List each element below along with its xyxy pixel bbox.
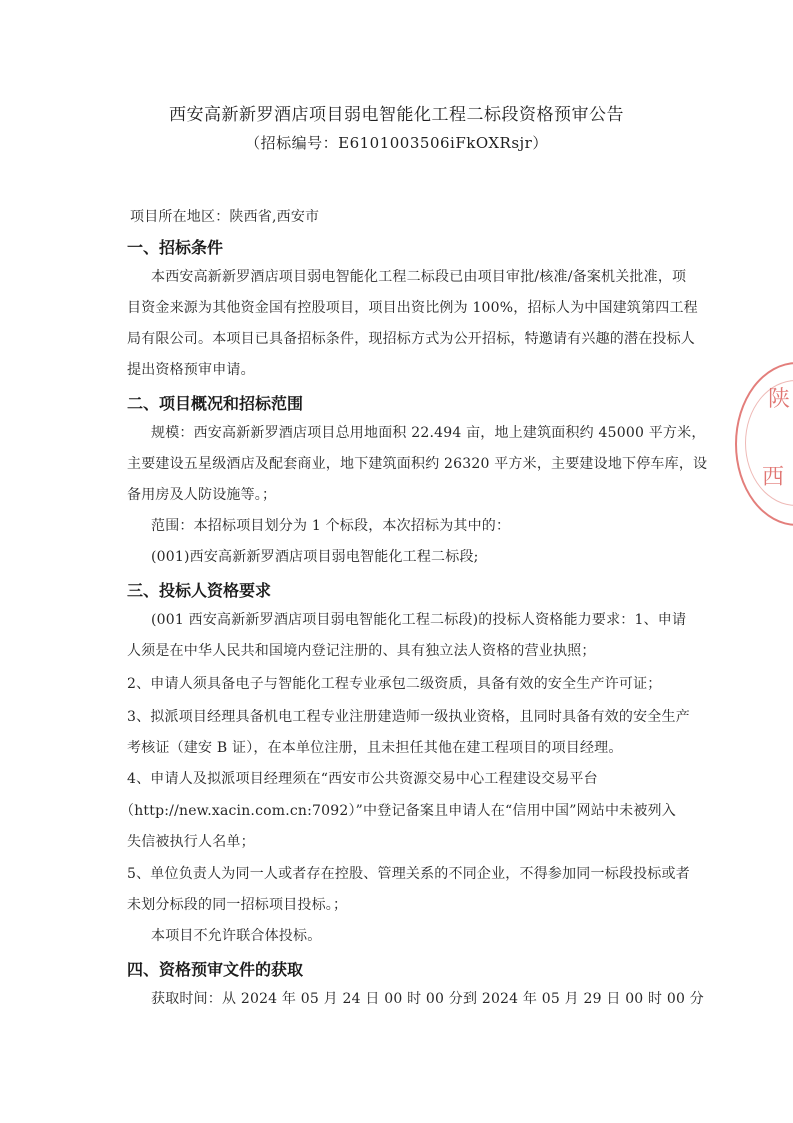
bid-number: （招标编号：E6101003506iFkOXRsjr） — [245, 134, 548, 152]
section-2-heading: 二、项目概况和招标范围 — [127, 394, 304, 413]
section-3-line: 未划分标段的同一招标项目投标。； — [127, 897, 348, 913]
seal-character: 西 — [762, 465, 785, 490]
section-3-line: 5、单位负责人为同一人或者存在控股、管理关系的不同企业，不得参加同一标段投标或者 — [127, 866, 690, 882]
section-4-heading: 四、资格预审文件的获取 — [127, 960, 304, 979]
section-3-line: 2、申请人须具备电子与智能化工程专业承包二级资质，具备有效的安全生产许可证； — [127, 676, 662, 692]
section-4-line: 获取时间：从 2024 年 05 月 24 日 00 时 00 分到 2024 年 05 月 29 日 00 时 00 分 — [151, 991, 704, 1007]
section-3-line: 人须是在中华人民共和国境内登记注册的、具有独立法人资格的营业执照； — [127, 643, 596, 659]
section-3-line: （http://new.xacin.com.cn:7092）”中登记备案且申请人在“信用中国”网站中未被列入 — [120, 803, 676, 819]
section-3-line: 4、申请人及拟派项目经理须在“西安市公共资源交易中心工程建设交易平台 — [127, 771, 598, 787]
section-2-line: 规模：西安高新新罗酒店项目总用地面积 22.494 亩，地上建筑面积约 45000 平方米， — [151, 425, 706, 441]
section-1-heading: 一、招标条件 — [127, 238, 224, 257]
section-3-line: 失信被执行人名单； — [127, 834, 255, 850]
section-3-heading: 三、投标人资格要求 — [127, 581, 272, 600]
project-location: 项目所在地区：陕西省,西安市 — [130, 209, 320, 225]
seal-character: 陕 — [768, 387, 791, 412]
section-2-line: 备用房及人防设施等。； — [127, 487, 277, 503]
section-2-line: 主要建设五星级酒店及配套商业，地下建筑面积约 26320 平方米，主要建设地下停车库，设 — [127, 456, 708, 472]
section-1-line: 提出资格预审申请。 — [127, 362, 255, 378]
section-3-line: 考核证（建安 B 证），在本单位注册，且未担任其他在建工程项目的项目经理。 — [127, 740, 623, 756]
document-title: 西安高新新罗酒店项目弱电智能化工程二标段资格预审公告 — [169, 105, 624, 125]
section-1-line: 局有限公司。本项目已具备招标条件，现招标方式为公开招标，特邀请有兴趣的潜在投标人 — [127, 331, 695, 347]
section-1-line: 本西安高新新罗酒店项目弱电智能化工程二标段已由项目审批/核准/备案机关批准，项 — [151, 269, 687, 285]
section-3-line: 3、拟派项目经理具备机电工程专业注册建造师一级执业资格，且同时具备有效的安全生产 — [127, 709, 690, 725]
section-2-line: (001)西安高新新罗酒店项目弱电智能化工程二标段; — [151, 549, 479, 565]
section-2-line: 范围：本招标项目划分为 1 个标段，本次招标为其中的： — [151, 518, 511, 534]
section-3-line: 本项目不允许联合体投标。 — [151, 928, 322, 944]
section-3-line: (001 西安高新新罗酒店项目弱电智能化工程二标段)的投标人资格能力要求：1、申请 — [151, 612, 687, 628]
section-1-line: 目资金来源为其他资金国有控股项目，项目出资比例为 100%，招标人为中国建筑第四工程 — [127, 300, 698, 316]
